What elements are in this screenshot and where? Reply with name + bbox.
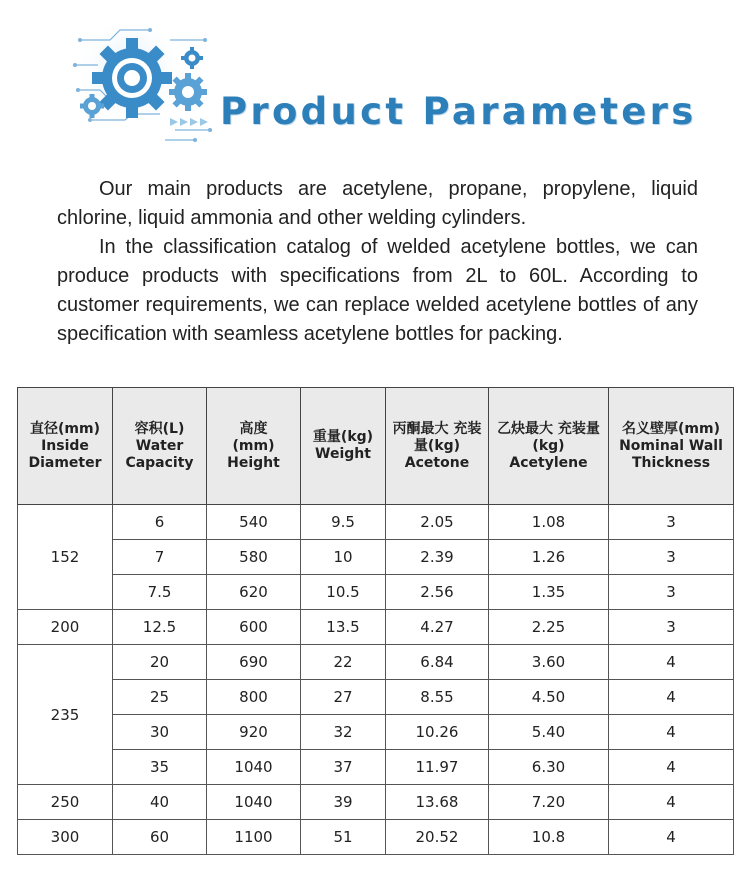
table-row xyxy=(18,680,734,715)
table-row xyxy=(18,575,734,610)
intro-paragraph: Our main products are acetylene, propane, propylene, liquid chlorine, liquid ammonia and other welding cylinders. xyxy=(57,178,698,229)
title-banner xyxy=(70,20,697,160)
acetone-cell: 8.55 xyxy=(386,680,489,715)
water-capacity-cell: 30 xyxy=(113,715,207,750)
acetone-cell: 11.97 xyxy=(386,750,489,785)
acetone-cell: 2.56 xyxy=(386,575,489,610)
header-en-label: Weight xyxy=(315,446,371,462)
header-cn-label: 重量(kg) xyxy=(312,429,374,445)
water-capacity-cell: 7.5 xyxy=(113,575,207,610)
header-acetylene xyxy=(489,388,609,505)
height-cell: 1100 xyxy=(207,820,301,855)
gears-decoration-icon xyxy=(70,20,230,160)
diameter-cell: 250 xyxy=(18,785,113,820)
header-acetone xyxy=(386,388,489,505)
weight-cell: 22 xyxy=(301,645,386,680)
acetylene-cell: 2.25 xyxy=(489,610,609,645)
weight-cell: 32 xyxy=(301,715,386,750)
acetone-cell: 6.84 xyxy=(386,645,489,680)
header-en-label: Inside Diameter xyxy=(28,437,102,471)
weight-cell: 10 xyxy=(301,540,386,575)
diameter-cell: 152 xyxy=(18,505,113,610)
wall-thickness-cell: 4 xyxy=(609,785,734,820)
acetylene-cell: 7.20 xyxy=(489,785,609,820)
diameter-cell: 300 xyxy=(18,820,113,855)
wall-thickness-cell: 4 xyxy=(609,820,734,855)
header-wall-thickness xyxy=(609,388,734,505)
acetone-cell: 10.26 xyxy=(386,715,489,750)
acetylene-cell: 6.30 xyxy=(489,750,609,785)
table-row xyxy=(18,750,734,785)
water-capacity-cell: 20 xyxy=(113,645,207,680)
header-inside-diameter xyxy=(18,388,113,505)
water-capacity-cell: 60 xyxy=(113,820,207,855)
height-cell: 800 xyxy=(207,680,301,715)
table-row xyxy=(18,785,734,820)
wall-thickness-cell: 4 xyxy=(609,680,734,715)
table-header-row xyxy=(18,388,734,505)
water-capacity-cell: 35 xyxy=(113,750,207,785)
water-capacity-cell: 12.5 xyxy=(113,610,207,645)
acetone-cell: 2.39 xyxy=(386,540,489,575)
acetylene-cell: 3.60 xyxy=(489,645,609,680)
header-weight xyxy=(301,388,386,505)
page-title: Product Parameters xyxy=(220,90,697,133)
header-en-label: Acetone xyxy=(404,454,470,471)
height-cell: 620 xyxy=(207,575,301,610)
header-cn-label: 丙酮最大 充装量(kg) xyxy=(392,420,482,454)
acetylene-cell: 1.08 xyxy=(489,505,609,540)
header-cn-label: 高度 xyxy=(239,420,268,437)
acetylene-cell: 1.26 xyxy=(489,540,609,575)
table-row xyxy=(18,505,734,540)
weight-cell: 39 xyxy=(301,785,386,820)
header-water-capacity xyxy=(113,388,207,505)
weight-cell: 51 xyxy=(301,820,386,855)
acetylene-cell: 1.35 xyxy=(489,575,609,610)
diameter-cell: 235 xyxy=(18,645,113,785)
weight-cell: 9.5 xyxy=(301,505,386,540)
height-cell: 600 xyxy=(207,610,301,645)
header-en-label: Acetylene xyxy=(509,454,588,471)
intro-text xyxy=(57,175,698,349)
table-row xyxy=(18,645,734,680)
acetylene-cell: 4.50 xyxy=(489,680,609,715)
water-capacity-cell: 7 xyxy=(113,540,207,575)
wall-thickness-cell: 3 xyxy=(609,575,734,610)
height-cell: 690 xyxy=(207,645,301,680)
table-row xyxy=(18,610,734,645)
acetone-cell: 2.05 xyxy=(386,505,489,540)
table-body xyxy=(18,505,734,855)
wall-thickness-cell: 3 xyxy=(609,610,734,645)
header-cn-label: 名义壁厚(mm) xyxy=(622,420,720,437)
header-en-label: Water Capacity xyxy=(125,437,194,471)
wall-thickness-cell: 4 xyxy=(609,715,734,750)
water-capacity-cell: 6 xyxy=(113,505,207,540)
table-row xyxy=(18,820,734,855)
header-en-label: (mm) Height xyxy=(227,437,280,471)
header-cn-label: 乙炔最大 充装量(kg) xyxy=(497,420,600,454)
wall-thickness-cell: 4 xyxy=(609,645,734,680)
weight-cell: 37 xyxy=(301,750,386,785)
water-capacity-cell: 40 xyxy=(113,785,207,820)
diameter-cell: 200 xyxy=(18,610,113,645)
weight-cell: 27 xyxy=(301,680,386,715)
water-capacity-cell: 25 xyxy=(113,680,207,715)
acetone-cell: 13.68 xyxy=(386,785,489,820)
intro-paragraph: In the classification catalog of welded acetylene bottles, we can produce products with specifications from 2L to 60L. According to customer requirements, we can replace welded acetylene bottles of any specification with seamless acetylene bottles for packing. xyxy=(57,236,698,345)
height-cell: 540 xyxy=(207,505,301,540)
table-row xyxy=(18,715,734,750)
acetone-cell: 4.27 xyxy=(386,610,489,645)
header-cn-label: 直径(mm) xyxy=(30,420,100,437)
height-cell: 920 xyxy=(207,715,301,750)
acetone-cell: 20.52 xyxy=(386,820,489,855)
acetylene-cell: 5.40 xyxy=(489,715,609,750)
height-cell: 580 xyxy=(207,540,301,575)
acetylene-cell: 10.8 xyxy=(489,820,609,855)
parameters-table xyxy=(17,387,734,855)
wall-thickness-cell: 3 xyxy=(609,540,734,575)
header-en-label: Nominal Wall Thickness xyxy=(619,437,723,471)
weight-cell: 10.5 xyxy=(301,575,386,610)
height-cell: 1040 xyxy=(207,750,301,785)
weight-cell: 13.5 xyxy=(301,610,386,645)
wall-thickness-cell: 3 xyxy=(609,505,734,540)
wall-thickness-cell: 4 xyxy=(609,750,734,785)
header-height xyxy=(207,388,301,505)
height-cell: 1040 xyxy=(207,785,301,820)
table-row xyxy=(18,540,734,575)
header-cn-label: 容积(L) xyxy=(134,420,185,437)
